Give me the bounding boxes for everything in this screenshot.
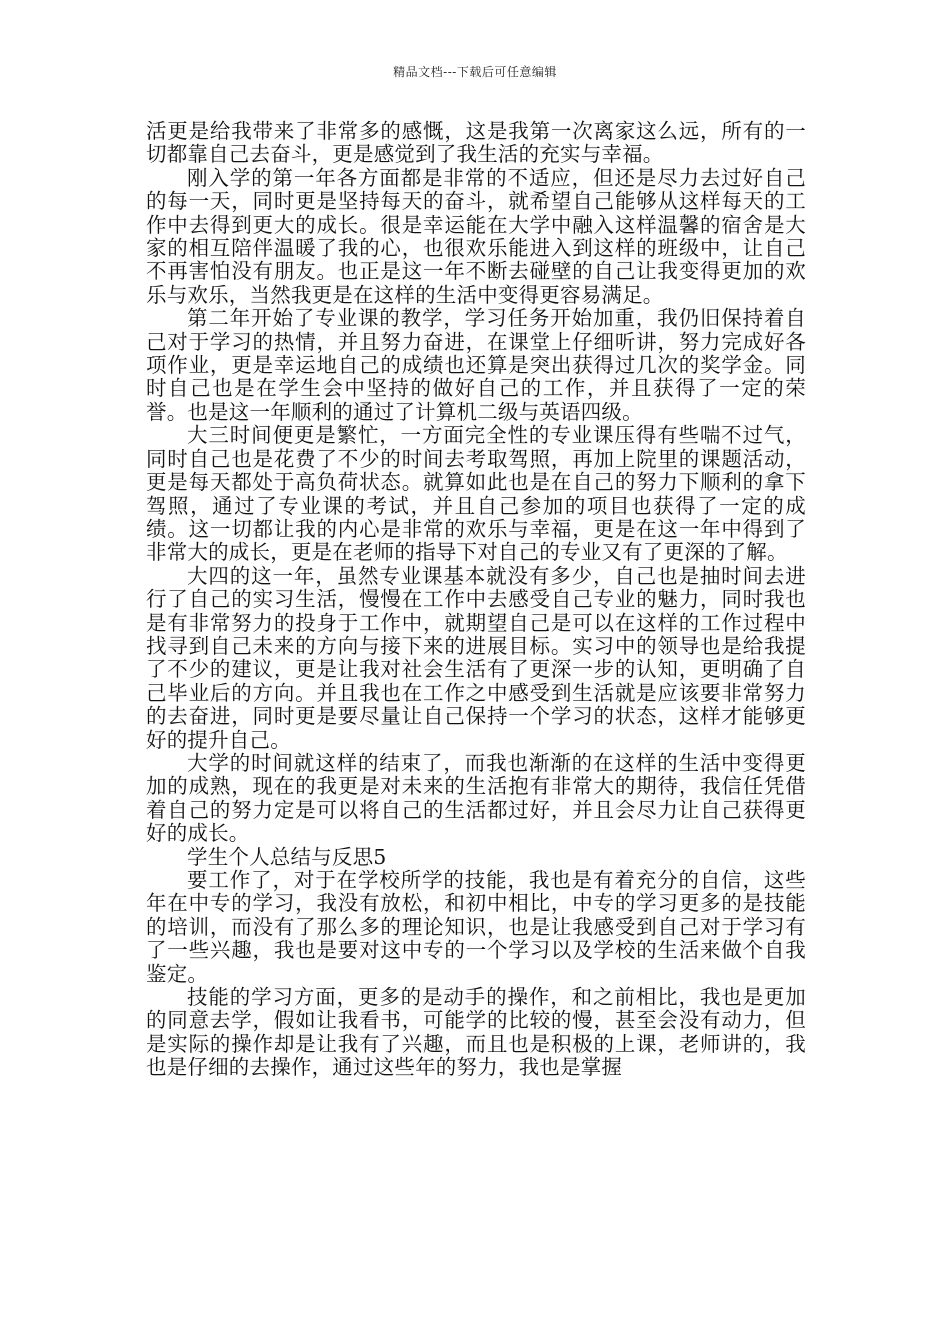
paragraph: 第二年开始了专业课的教学，学习任务开始加重，我仍旧保持着自己对于学习的热情，并且努力奋进，在课堂上仔细听讲，努力完成好各项作业，更是幸运地自己的成绩也还算是突出获得过几次的奖学金。同时自己也是在学生会中坚持的做好自己的工作，并且获得了一定的荣誉。也是这一年顺利的通过了计算机二级与英语四级。 [146,306,806,424]
paragraph: 大学的时间就这样的结束了，而我也渐渐的在这样的生活中变得更加的成熟，现在的我更是对未来的生活抱有非常大的期待，我信任凭借着自己的努力定是可以将自己的生活都过好，并且会尽力让自己获得更好的成长。 [146,750,806,846]
paragraph: 活更是给我带来了非常多的感慨，这是我第一次离家这么远，所有的一切都靠自己去奋斗，更是感觉到了我生活的充实与幸福。 [146,119,806,167]
page-header: 精品文档---下载后可任意编辑 [393,65,557,79]
paragraph: 技能的学习方面，更多的是动手的操作，和之前相比，我也是更加的同意去学，假如让我看书，可能学的比较的慢，甚至会没有动力，但是实际的操作却是让我有了兴趣，而且也是积极的上课，老师讲的，我也是仔细的去操作，通过这些年的努力，我也是掌握 [146,985,806,1080]
section-heading: 学生个人总结与反思5 [187,844,387,869]
document-body [146,120,806,1080]
paragraph: 大三时间便更是繁忙，一方面完全性的专业课压得有些喘不过气，同时自己也是花费了不少的时间去考取驾照，再加上院里的课题活动，更是每天都处于高负荷状态。就算如此也是在自己的努力下顺利的拿下驾照，通过了专业课的考试，并且自己参加的项目也获得了一定的成绩。这一切都让我的内心是非常的欢乐与幸福，更是在这一年中得到了非常大的成长，更是在老师的指导下对自己的专业又有了更深的了解。 [146,423,806,565]
paragraph: 要工作了，对于在学校所学的技能，我也是有着充分的自信，这些年在中专的学习，我没有放松，和初中相比，中专的学习更多的是技能的培训，而没有了那么多的理论知识，也是让我感受到自己对于学习有了一些兴趣，我也是要对这中专的一个学习以及学校的生活来做个自我鉴定。 [146,868,806,986]
paragraph: 刚入学的第一年各方面都是非常的不适应，但还是尽力去过好自己的每一天，同时更是坚持每天的奋斗，就希望自己能够从这样每天的工作中去得到更大的成长。很是幸运能在大学中融入这样温馨的宿舍是大家的相互陪伴温暖了我的心，也很欢乐能进入到这样的班级中，让自己不再害怕没有朋友。也正是这一年不断去碰壁的自己让我变得更加的欢乐与欢乐，当然我更是在这样的生活中变得更容易满足。 [146,165,806,307]
paragraph: 大四的这一年，虽然专业课基本就没有多少，自己也是抽时间去进行了自己的实习生活，慢慢在工作中去感受自己专业的魅力，同时我也是有非常努力的投身于工作中，就期望自己是可以在这样的工作过程中找寻到自己未来的方向与接下来的进展目标。实习中的领导也是给我提了不少的建议，更是让我对社会生活有了更深一步的认知，更明确了自己毕业后的方向。并且我也在工作之中感受到生活就是应该要非常努力的去奋进，同时更是要尽量让自己保持一个学习的状态，这样才能够更好的提升自己。 [146,563,806,752]
